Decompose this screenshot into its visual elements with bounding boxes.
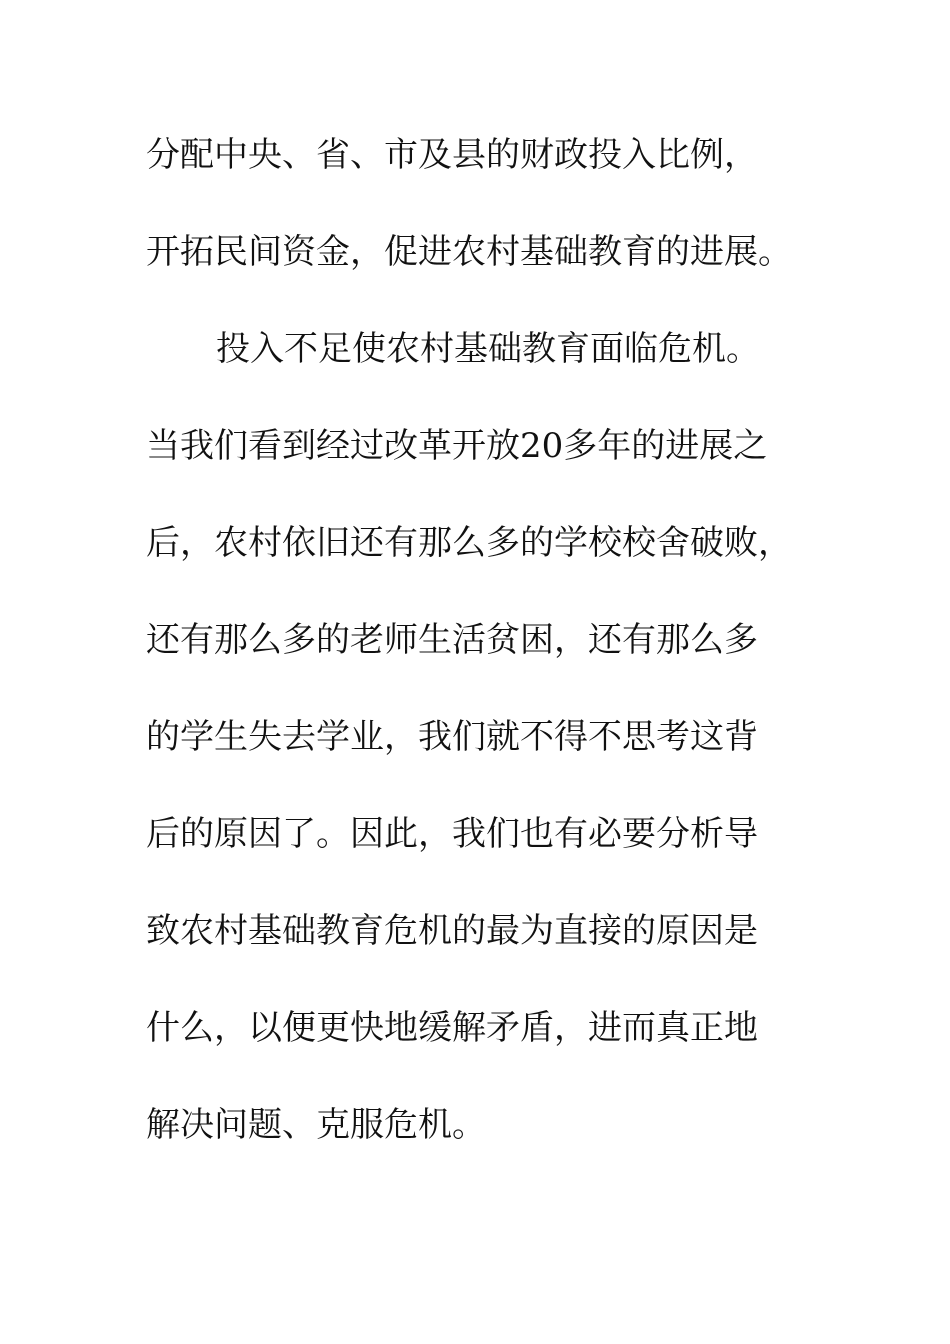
text-line-7: 的学生失去学业，我们就不得不思考这背 [146, 717, 758, 757]
text-line-6: 还有那么多的老师生活贫困，还有那么多 [146, 620, 758, 660]
text-line-1: 分配中央、省、市及县的财政投入比例， [146, 135, 758, 175]
text-line-5: 后，农村依旧还有那么多的学校校舍破败， [146, 523, 792, 563]
text-line-11: 解决问题、克服危机。 [146, 1105, 486, 1145]
text-line-2: 开拓民间资金，促进农村基础教育的进展。 [146, 232, 792, 272]
text-line-8: 后的原因了。因此，我们也有必要分析导 [146, 814, 758, 854]
text-line-10: 什么，以便更快地缓解矛盾，进而真正地 [146, 1008, 758, 1048]
document-body [146, 122, 826, 1189]
text-line-9: 致农村基础教育危机的最为直接的原因是 [146, 911, 758, 951]
text-line-3: 投入不足使农村基础教育面临危机。 [216, 329, 760, 369]
text-line-4: 当我们看到经过改革开放20多年的进展之 [146, 426, 768, 466]
